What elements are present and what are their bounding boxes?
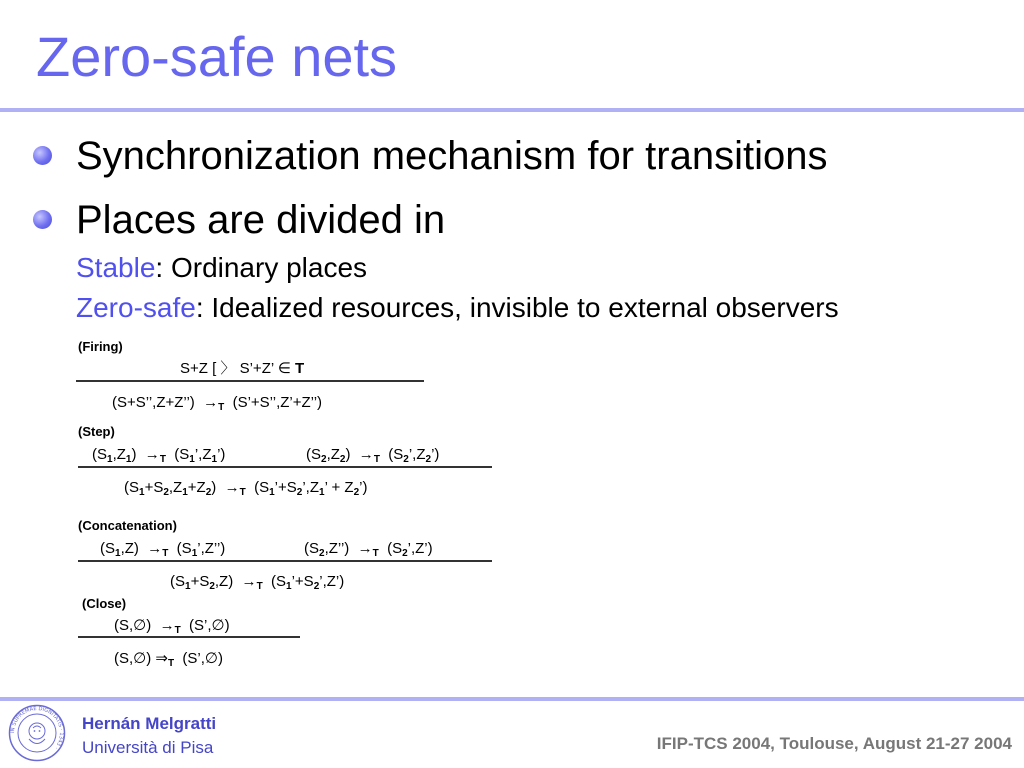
concat-conclusion: $(S_1+S_2,Z) \to_T$ $(S_1’+S_2’,Z’)$ — [170, 573, 345, 592]
firing-premise: S+Z [ 〉 S’+Z’ ∈ T — [180, 360, 305, 377]
firing-inference-line — [76, 380, 424, 382]
step-premise-right: $(S_2,Z_2) \to_T$ $(S_2’,Z_2’)$ — [306, 446, 440, 465]
close-inference-line — [78, 636, 300, 638]
subitem-key-stable: Stable — [76, 252, 156, 283]
subitem-key-zero-safe: Zero-safe — [76, 292, 196, 323]
bullet-synchronization: Synchronization mechanism for transitions — [76, 134, 828, 178]
step-premise-left: $(S_1,Z_1) \to_T$ $(S_1’,Z_1’)$ — [92, 446, 226, 465]
svg-text:IN SUPREMAE DIGNITATIS · 1343: IN SUPREMAE DIGNITATIS · 1343 · — [9, 705, 65, 751]
rule-label-firing: (Firing) — [78, 339, 123, 354]
title-divider — [0, 108, 1024, 112]
concat-inference-line — [78, 560, 492, 562]
concat-premise-right: $(S_2,Z’’) \to_T$ $(S_2’,Z’)$ — [304, 540, 433, 559]
conference-info: IFIP-TCS 2004, Toulouse, August 21-27 2004 — [656, 734, 1012, 753]
university-name: Università di Pisa — [82, 738, 214, 757]
slide-title: Zero-safe nets — [36, 25, 398, 88]
university-seal-logo — [8, 704, 66, 762]
rule-label-close: (Close) — [82, 596, 127, 611]
close-conclusion: (S,∅) $\Rightarrow_T$ (S’,∅) — [114, 650, 223, 669]
close-premise: (S,∅) $\to_T$ (S’,∅) — [114, 617, 230, 636]
subitem-text-stable: : Ordinary places — [155, 252, 368, 283]
step-inference-line — [78, 466, 492, 468]
footer-divider — [0, 697, 1024, 701]
subitem-zero-safe — [76, 291, 839, 325]
bullet-icon — [33, 210, 52, 229]
bullet-icon — [33, 146, 52, 165]
subitem-stable — [76, 251, 367, 285]
concat-premise-left: $(S_1,Z) \to_T$ $(S_1’,Z’’)$ — [100, 540, 226, 559]
step-conclusion: $(S_1+S_2,Z_1+Z_2) \to_T$ ($S_1’+S_2’,Z_1$’ + $Z_2$’) — [124, 479, 368, 498]
rule-label-step: (Step) — [78, 424, 115, 439]
bullet-places: Places are divided in — [76, 198, 446, 242]
rule-label-concatenation: (Concatenation) — [78, 518, 177, 533]
subitem-text-zero-safe: : Idealized resources, invisible to external observers — [195, 292, 839, 323]
author-name: Hernán Melgratti — [82, 714, 217, 733]
firing-conclusion: (S+S’’,Z+Z’’) $\to_T$ (S’+S’’,Z’+Z’’) — [112, 394, 323, 413]
